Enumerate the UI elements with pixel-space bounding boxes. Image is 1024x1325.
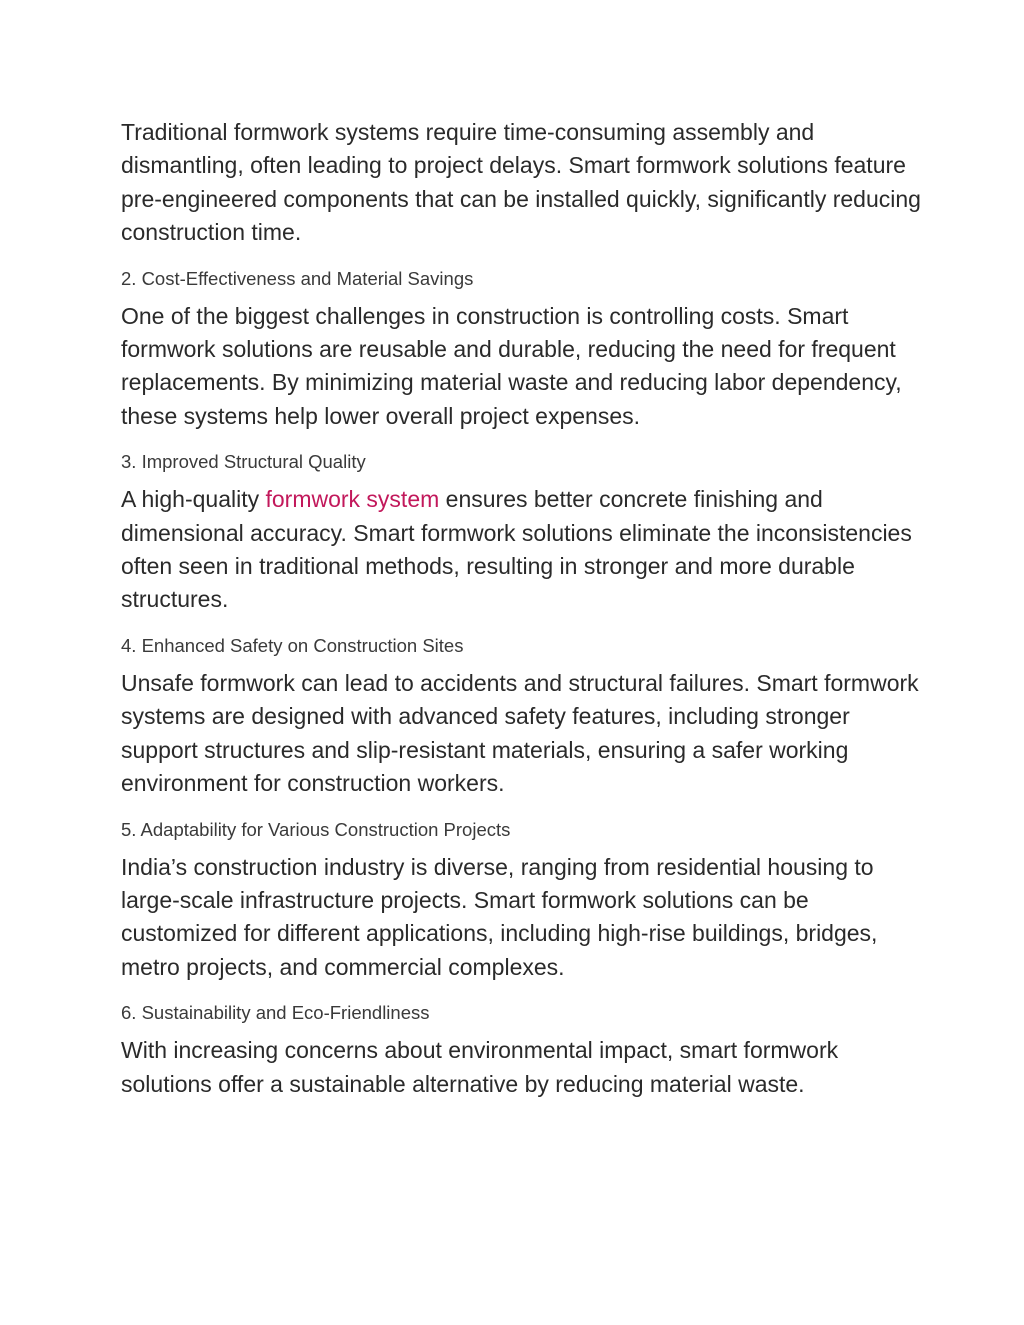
section-body-quality [121,483,921,617]
section-body-quality-before: A high-quality [121,486,266,513]
section-heading-adaptability: 5. Adaptability for Various Construction Projects [121,818,511,840]
formwork-system-link[interactable]: formwork system [265,486,440,513]
section-body-cost: One of the biggest challenges in construction is controlling costs. Smart formwork solutions are reusable and durable, reducing the need for frequent replacements. By minimizing material waste and reducing labor dependency, these systems help lower overall project expenses. [121,302,902,429]
intro-paragraph: Traditional formwork systems require time-consuming assembly and dismantling, often leading to project delays. Smart formwork solutions feature pre-engineered components that can be installed quickly, significantly reducing construction time. [121,119,921,246]
section-body-quality-after: ensures better concrete finishing and dimensional accuracy. Smart formwork solutions eliminate the inconsistencies often seen in traditional methods, resulting in stronger and more durable structures. [121,486,912,613]
section-heading-quality: 3. Improved Structural Quality [121,451,366,473]
section-body-sustainability: With increasing concerns about environmental impact, smart formwork solutions offer a sustainable alternative by reducing material waste. [121,1037,839,1097]
section-body-safety: Unsafe formwork can lead to accidents and structural failures. Smart formwork systems are designed with advanced safety features, including stronger support structures and slip-resistant materials, ensuring a safer working environment for construction workers. [121,669,919,797]
section-heading-sustainability: 6. Sustainability and Eco-Friendliness [121,1002,430,1024]
section-heading-cost: 2. Cost-Effectiveness and Material Savings [121,267,474,289]
document-page [121,116,921,1101]
section-heading-safety: 4. Enhanced Safety on Construction Sites [121,634,464,656]
section-body-adaptability: India’s construction industry is diverse, ranging from residential housing to large-scale infrastructure projects. Smart formwork solutions can be customized for different applications, including high-rise buildings, bridges, metro projects, and commercial complexes. [121,853,878,980]
